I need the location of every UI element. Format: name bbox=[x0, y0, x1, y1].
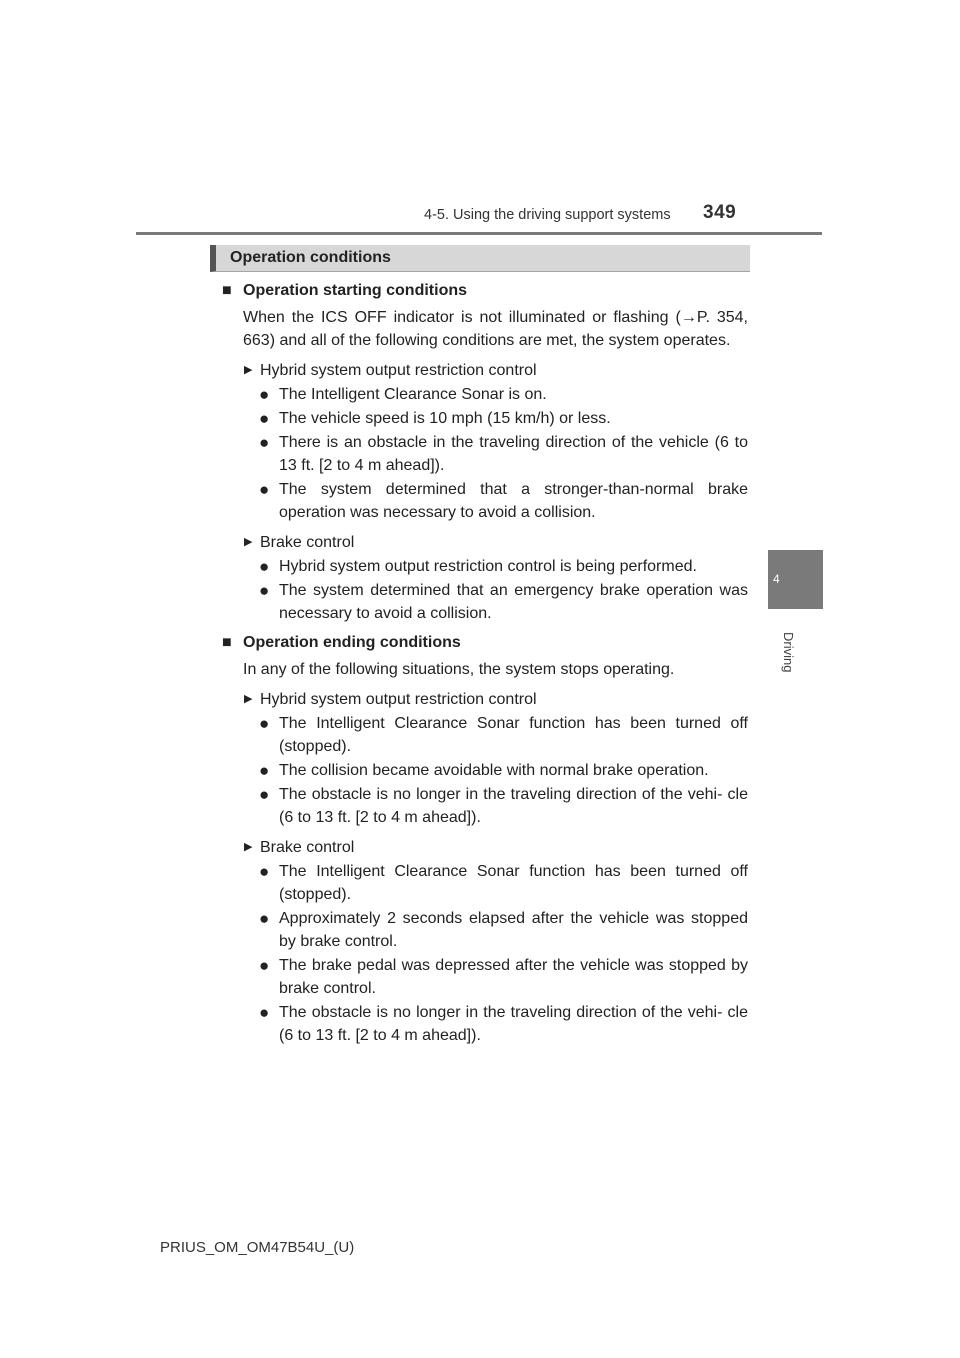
bullet-icon: ● bbox=[259, 909, 270, 928]
main-content bbox=[222, 277, 748, 1047]
bullet-icon: ● bbox=[259, 862, 270, 881]
bullet-icon: ● bbox=[259, 714, 270, 733]
start-intro: When the ICS OFF indicator is not illuminated or flashing (→P. 354, 663) and all of the following conditions are met, the system operates. bbox=[243, 309, 748, 349]
list-item: ● Hybrid system output restriction control is being performed. bbox=[259, 557, 697, 576]
section-title: Operation conditions bbox=[230, 249, 391, 266]
bullet-icon: ● bbox=[259, 785, 270, 804]
bullet-icon: ● bbox=[259, 409, 270, 428]
start-group-label: ▶ Hybrid system output restriction control bbox=[222, 359, 748, 382]
list-item: ● The system determined that a stronger-than-normal brake operation was necessary to avoid a collision. bbox=[259, 480, 748, 521]
page-number: 349 bbox=[703, 202, 737, 223]
chapter-label: Driving bbox=[781, 632, 796, 673]
bullet-icon: ● bbox=[259, 956, 270, 975]
bullet-icon: ● bbox=[259, 385, 270, 404]
list-item: ● Approximately 2 seconds elapsed after the vehicle was stopped by brake control. bbox=[259, 909, 748, 950]
list-item: ● The obstacle is no longer in the traveling direction of the vehi- cle (6 to 13 ft. [2 to 4 m ahead]). bbox=[259, 1003, 748, 1044]
bullet-icon: ● bbox=[259, 581, 270, 600]
header-section-title: 4-5. Using the driving support systems bbox=[424, 207, 671, 223]
end-intro: In any of the following situations, the system stops operating. bbox=[243, 661, 675, 678]
bullet-icon: ● bbox=[259, 433, 270, 452]
start-conditions-heading: ■ Operation starting conditions bbox=[222, 279, 748, 302]
bullet-icon: ● bbox=[259, 557, 270, 576]
chapter-number: 4 bbox=[773, 572, 780, 586]
bullet-icon: ● bbox=[259, 761, 270, 780]
header-divider bbox=[136, 232, 822, 235]
list-item: ● There is an obstacle in the traveling direction of the vehicle (6 to 13 ft. [2 to 4 m ahead]). bbox=[259, 433, 748, 474]
square-bullet-icon: ■ bbox=[222, 634, 232, 651]
triangle-bullet-icon: ▶ bbox=[244, 364, 253, 376]
list-item: ● The Intelligent Clearance Sonar is on. bbox=[259, 385, 547, 404]
triangle-bullet-icon: ▶ bbox=[244, 841, 253, 853]
document-code: PRIUS_OM_OM47B54U_(U) bbox=[160, 1239, 355, 1256]
end-group-label: ▶ Hybrid system output restriction control bbox=[222, 688, 748, 711]
list-item: ● The vehicle speed is 10 mph (15 km/h) or less. bbox=[259, 409, 611, 428]
section-title-bar bbox=[210, 245, 750, 272]
list-item: ● The collision became avoidable with normal brake operation. bbox=[259, 761, 709, 780]
square-bullet-icon: ■ bbox=[222, 282, 232, 299]
list-item: ● The Intelligent Clearance Sonar function has been turned off (stopped). bbox=[259, 714, 748, 755]
list-item: ● The system determined that an emergency brake operation was necessary to avoid a collision. bbox=[259, 581, 748, 622]
triangle-bullet-icon: ▶ bbox=[244, 536, 253, 548]
bullet-icon: ● bbox=[259, 1003, 270, 1022]
list-item: ● The brake pedal was depressed after the vehicle was stopped by brake control. bbox=[259, 956, 748, 997]
list-item: ● The obstacle is no longer in the traveling direction of the vehi- cle (6 to 13 ft. [2 to 4 m ahead]). bbox=[259, 785, 748, 826]
end-conditions-heading: ■ Operation ending conditions bbox=[222, 631, 748, 654]
start-group-label: ▶ Brake control bbox=[222, 531, 748, 554]
triangle-bullet-icon: ▶ bbox=[244, 693, 253, 705]
end-group-label: ▶ Brake control bbox=[222, 836, 748, 859]
list-item: ● The Intelligent Clearance Sonar function has been turned off (stopped). bbox=[259, 862, 748, 903]
bullet-icon: ● bbox=[259, 480, 270, 499]
